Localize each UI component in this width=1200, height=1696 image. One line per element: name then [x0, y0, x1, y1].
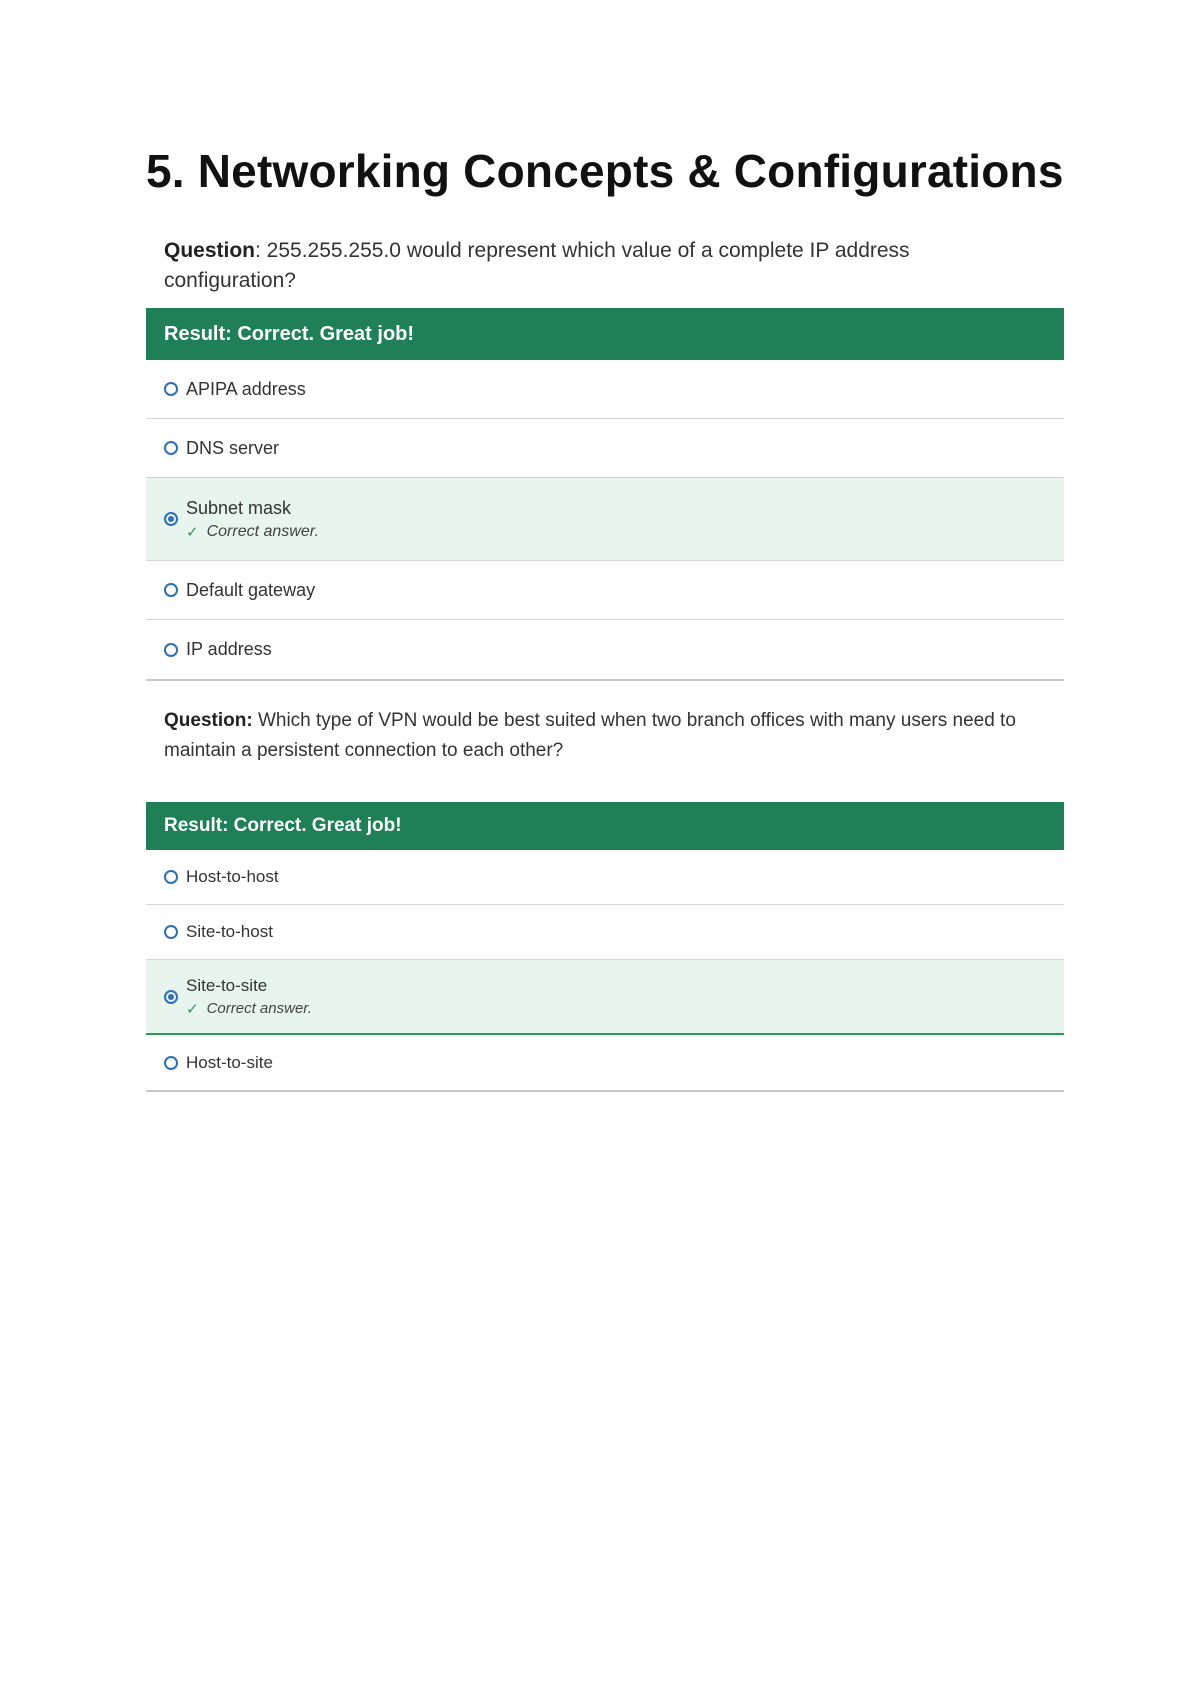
answer-label: DNS server	[186, 437, 280, 458]
answer-label: Host-to-site	[186, 1052, 273, 1072]
answer-label: Subnet mask	[186, 497, 292, 518]
answer-option-dns-server[interactable]	[146, 419, 1064, 478]
answer-label: Default gateway	[186, 579, 316, 600]
answer-label: Host-to-host	[186, 867, 279, 886]
answer-option-subnet-mask[interactable]	[146, 478, 1064, 561]
radio-selected-icon[interactable]	[164, 990, 178, 1004]
answer-option-site-to-site[interactable]	[146, 960, 1064, 1035]
quiz-question-2	[146, 706, 1064, 1092]
answer-list	[146, 850, 1064, 1092]
check-icon: ✓	[186, 1000, 199, 1018]
answer-list	[146, 360, 1064, 681]
radio-icon[interactable]	[164, 441, 178, 455]
radio-icon[interactable]	[164, 643, 178, 657]
question-body: Which type of VPN would be best suited when two branch offices with many users need to maintain a persistent connection to each other?	[164, 710, 1016, 761]
question-body: : 255.255.255.0 would represent which value of a complete IP address configuration?	[164, 239, 910, 292]
question-text	[146, 236, 1064, 308]
answer-label: Site-to-host	[186, 922, 273, 941]
feedback-text: Correct answer.	[206, 1000, 312, 1017]
feedback-text: Correct answer.	[206, 522, 319, 540]
answer-option-host-to-site[interactable]	[146, 1035, 1064, 1090]
correct-answer-feedback	[186, 1000, 312, 1018]
question-text	[146, 706, 1064, 802]
answer-option-apipa-address[interactable]	[146, 360, 1064, 419]
answer-label: IP address	[186, 639, 272, 659]
correct-answer-feedback	[186, 523, 319, 541]
radio-selected-icon[interactable]	[164, 512, 178, 526]
check-icon: ✓	[186, 523, 199, 541]
radio-icon[interactable]	[164, 870, 178, 884]
page-title: 5. Networking Concepts & Configurations	[146, 145, 1064, 197]
radio-icon[interactable]	[164, 1056, 178, 1070]
quiz-question-1	[146, 236, 1064, 681]
answer-option-ip-address[interactable]	[146, 620, 1064, 679]
answer-label: Site-to-site	[186, 975, 268, 995]
answer-label: APIPA address	[186, 378, 306, 399]
radio-icon[interactable]	[164, 382, 178, 396]
result-banner: Result: Correct. Great job!	[146, 802, 1064, 850]
radio-icon[interactable]	[164, 583, 178, 597]
answer-option-site-to-host[interactable]	[146, 905, 1064, 960]
answer-option-default-gateway[interactable]	[146, 561, 1064, 620]
question-label: Question:	[164, 710, 253, 731]
answer-option-host-to-host[interactable]	[146, 850, 1064, 905]
radio-icon[interactable]	[164, 925, 178, 939]
result-banner: Result: Correct. Great job!	[146, 308, 1064, 360]
question-label: Question	[164, 239, 256, 262]
